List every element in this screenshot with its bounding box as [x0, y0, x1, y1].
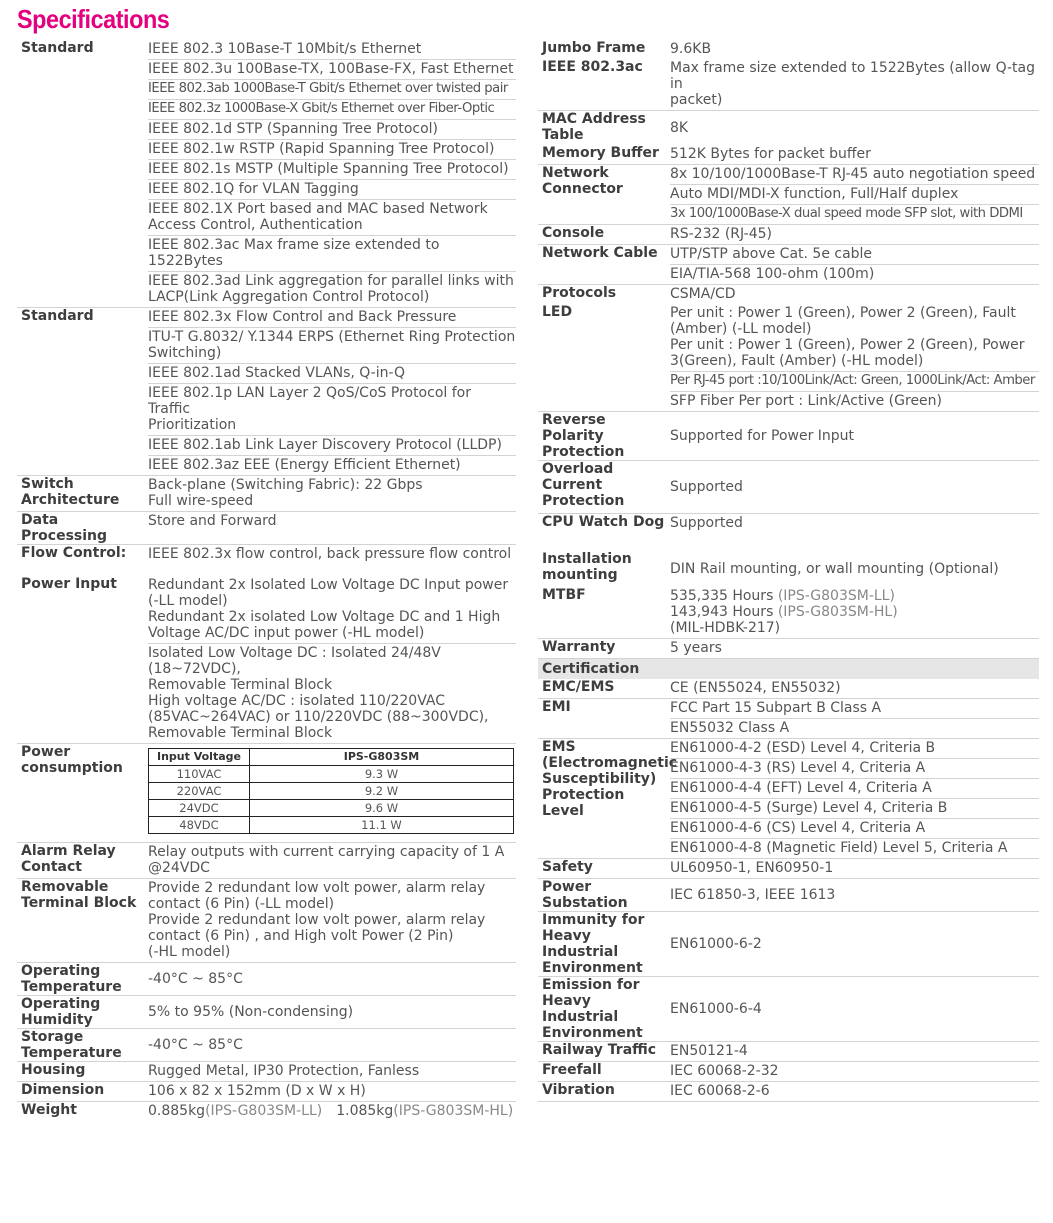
spec-row [538, 859, 1039, 879]
spec-label: Network Cable [542, 245, 658, 261]
spec-label: Alarm Relay Contact [21, 843, 116, 875]
spec-value: Redundant 2x Isolated Low Voltage DC Input power (-LL model) Redundant 2x isolated Low Voltage DC and 1 High Voltage AC/DC input power (-HL model) [148, 576, 516, 644]
spec-value: IEEE 802.3ad Link aggregation for parallel links with LACP(Link Aggregation Control Protocol) [148, 273, 514, 305]
section-header-certification: Certification [538, 659, 1039, 679]
spec-value: IEEE 802.3ab 1000Base-T Gbit/s Ethernet over twisted pair [148, 80, 516, 100]
spec-value: FCC Part 15 Subpart B Class A [670, 699, 1039, 719]
spec-label: LED [542, 304, 573, 320]
spec-value: ITU-T G.8032/ Y.1344 ERPS (Ethernet Ring Protection Switching) [148, 328, 516, 364]
spec-row [538, 111, 1039, 145]
spec-value [148, 1102, 516, 1121]
spec-label: Jumbo Frame [542, 40, 646, 56]
table-header-cell: Input Voltage [149, 749, 250, 766]
spec-value: Supported [670, 478, 743, 495]
spec-values [670, 639, 1039, 658]
spec-label: Installation mounting [542, 551, 632, 583]
spec-values [670, 412, 1039, 460]
spec-values [670, 587, 1039, 638]
spec-value: 8K [670, 119, 689, 136]
spec-values [148, 1062, 516, 1081]
spec-values [670, 1082, 1039, 1101]
spec-values [148, 879, 516, 962]
spec-label: Reverse Polarity Protection [542, 412, 625, 460]
spec-values [148, 963, 516, 995]
spec-label: EMI [542, 699, 571, 715]
spec-value: IEEE 802.3 10Base-T 10Mbit/s Ethernet [148, 40, 516, 60]
spec-row [538, 587, 1039, 639]
spec-row [538, 59, 1039, 111]
spec-values [148, 40, 516, 307]
spec-label: EMC/EMS [542, 679, 615, 695]
spec-row [538, 412, 1039, 461]
spec-values [670, 859, 1039, 878]
spec-value: CSMA/CD [670, 286, 736, 302]
spec-row [538, 40, 1039, 59]
spec-label: Power Substation [542, 879, 628, 911]
spec-value: IEC 60068-2-32 [670, 1063, 779, 1079]
spec-value: EN61000-4-2 (ESD) Level 4, Criteria B [670, 739, 1039, 759]
spec-value: Max frame size extended to 1522Bytes (allow Q-tag in packet) [670, 60, 1035, 108]
spec-value: IEEE 802.1p LAN Layer 2 QoS/CoS Protocol for Traffic Prioritization [148, 384, 516, 436]
spec-values [670, 879, 1039, 911]
spec-label: Storage Temperature [21, 1029, 122, 1061]
spec-value: IEEE 802.3x flow control, back pressure flow control [148, 546, 512, 562]
spec-label: Power consumption [21, 744, 123, 776]
spec-row [17, 996, 516, 1029]
spec-value: IEEE 802.1s MSTP (Multiple Spanning Tree Protocol) [148, 160, 516, 180]
spec-value: -40°C ~ 85°C [148, 970, 243, 987]
spec-label: Switch Architecture [21, 476, 120, 508]
spec-values [670, 1062, 1039, 1081]
spec-label: MAC Address Table [542, 111, 646, 143]
spec-value: Isolated Low Voltage DC : Isolated 24/48V (18~72VDC), Removable Terminal Block High voltage AC/DC : isolated 110/220VAC (85VAC~264VAC) or 110/220VDC (88~300VDC), Removable Terminal Block [148, 645, 489, 741]
spec-value: IEEE 802.3az EEE (Energy Efficient Ethernet) [148, 457, 461, 473]
model-name: (IPS-G803SM-LL) [205, 1103, 323, 1119]
spec-value: 9.6KB [670, 41, 712, 57]
spec-row [538, 514, 1039, 533]
table-cell: 9.2 W [250, 783, 514, 800]
spec-values [670, 1042, 1039, 1061]
spec-values [148, 744, 516, 842]
spec-label: Console [542, 225, 605, 241]
table-row [149, 783, 514, 800]
spec-label: Standard [21, 40, 94, 56]
table-cell: 24VDC [149, 800, 250, 817]
spec-values [670, 59, 1039, 110]
spec-value: UTP/STP above Cat. 5e cable [670, 245, 1039, 265]
spec-values [670, 912, 1039, 976]
spec-value: EN61000-6-2 [670, 935, 762, 952]
spec-label: Warranty [542, 639, 616, 655]
spec-label: Protocols [542, 285, 617, 301]
spec-value: IEC 60068-2-6 [670, 1083, 770, 1099]
spec-label: EMS (Electromagnetic Susceptibility) Protection Level [542, 739, 678, 819]
spec-values [148, 476, 516, 511]
spec-row [17, 1102, 516, 1121]
spec-label: Emission for Heavy Industrial Environment [542, 977, 643, 1041]
spec-value: IEEE 802.3x Flow Control and Back Pressure [148, 308, 516, 328]
power-consumption-table [148, 748, 514, 834]
mtbf-value: 143,943 Hours [670, 604, 778, 620]
spec-row [538, 879, 1039, 912]
spec-values [670, 245, 1039, 284]
spec-values [670, 551, 1039, 587]
table-row [149, 817, 514, 834]
spec-values [670, 304, 1039, 411]
spec-row [538, 739, 1039, 859]
spec-value: IEEE 802.3z 1000Base-X Gbit/s Ethernet over Fiber-Optic [148, 100, 516, 120]
spec-values [670, 977, 1039, 1041]
spec-value: IEEE 802.3u 100Base-TX, 100Base-FX, Fast Ethernet [148, 60, 516, 80]
spec-values [148, 308, 516, 475]
mtbf-value: 535,335 Hours [670, 588, 778, 604]
spec-row [538, 1042, 1039, 1062]
spec-value: 512K Bytes for packet buffer [670, 146, 871, 162]
spec-row [538, 699, 1039, 739]
spec-values [148, 1102, 516, 1121]
table-cell: 9.6 W [250, 800, 514, 817]
table-row [149, 800, 514, 817]
spec-value: EN61000-4-4 (EFT) Level 4, Criteria A [670, 779, 1039, 799]
spec-value: IEEE 802.1ab Link Layer Discovery Protocol (LLDP) [148, 436, 516, 456]
spec-values [670, 165, 1039, 224]
model-name: (IPS-G803SM-HL) [777, 604, 898, 620]
spec-value: Per unit : Power 1 (Green), Power 2 (Green), Fault (Amber) (-LL model) Per unit : Power 1 (Green), Power 2 (Green), Power 3(Green), Fault (Amber) (-HL model) [670, 304, 1039, 372]
page-title: Specifications [17, 4, 170, 34]
spec-values [670, 225, 1039, 244]
spec-row [538, 461, 1039, 514]
spec-values [148, 545, 516, 564]
spec-label: Data Processing [21, 512, 108, 544]
spec-label: Standard [21, 308, 94, 324]
spec-row [17, 512, 516, 545]
spec-value: EN61000-4-3 (RS) Level 4, Criteria A [670, 759, 1039, 779]
spec-value: EN61000-4-8 (Magnetic Field) Level 5, Criteria A [670, 840, 1008, 856]
spec-values [670, 514, 1039, 533]
spec-value: IEEE 802.1X Port based and MAC based Network Access Control, Authentication [148, 200, 516, 236]
right-spec-column [538, 40, 1039, 1102]
spec-value: EN61000-6-4 [670, 1000, 762, 1017]
spec-value: IEEE 802.1Q for VLAN Tagging [148, 180, 516, 200]
spec-values [670, 699, 1039, 738]
spec-values [148, 996, 516, 1028]
spec-label: Overload Current Protection [542, 461, 625, 509]
spec-label: Operating Temperature [21, 963, 122, 995]
table-cell: 48VDC [149, 817, 250, 834]
spec-row [538, 1082, 1039, 1102]
weight-value: 0.885kg [148, 1103, 206, 1119]
spec-label: CPU Watch Dog [542, 514, 665, 530]
spec-row [17, 879, 516, 963]
spec-value: 3x 100/1000Base-X dual speed mode SFP slot, with DDMI [670, 206, 1023, 221]
spec-values [148, 1082, 516, 1101]
spec-label: Immunity for Heavy Industrial Environment [542, 912, 645, 976]
spec-value: EN55032 Class A [670, 720, 790, 736]
spec-row [17, 572, 516, 744]
spec-value: 5 years [670, 640, 722, 656]
spec-value: Relay outputs with current carrying capacity of 1 A @24VDC [148, 844, 505, 876]
spec-row [538, 912, 1039, 977]
spec-values [148, 576, 516, 743]
spec-label: Flow Control: [21, 545, 127, 561]
mtbf-value: (MIL-HDBK-217) [670, 620, 781, 636]
spec-row [17, 1062, 516, 1082]
spec-label: Operating Humidity [21, 996, 101, 1028]
spec-value: IEEE 802.3ac Max frame size extended to 1522Bytes [148, 236, 516, 272]
model-name: (IPS-G803SM-HL) [393, 1103, 514, 1119]
spec-values [670, 285, 1039, 304]
spec-label: Safety [542, 859, 593, 875]
spec-value: UL60950-1, EN60950-1 [670, 860, 834, 876]
spec-row [538, 245, 1039, 285]
spec-label: Memory Buffer [542, 145, 659, 161]
spec-row [17, 1029, 516, 1062]
spec-value: 5% to 95% (Non-condensing) [148, 1003, 354, 1020]
spec-values [670, 739, 1039, 858]
table-cell: 11.1 W [250, 817, 514, 834]
spec-value: EIA/TIA-568 100-ohm (100m) [670, 266, 875, 282]
spec-row [538, 639, 1039, 659]
spec-row [17, 963, 516, 996]
spec-row [17, 843, 516, 879]
spec-value: IEEE 802.1d STP (Spanning Tree Protocol) [148, 120, 516, 140]
spec-value [670, 587, 1039, 638]
spec-values [148, 512, 516, 544]
spec-value: EN61000-4-5 (Surge) Level 4, Criteria B [670, 799, 1039, 819]
spec-label: Dimension [21, 1082, 105, 1098]
table-row [149, 766, 514, 783]
spec-label: MTBF [542, 587, 586, 603]
spec-row [17, 744, 516, 843]
spec-value: IEC 61850-3, IEEE 1613 [670, 886, 836, 903]
spec-value: -40°C ~ 85°C [148, 1036, 243, 1053]
table-header-cell: IPS-G803SM [250, 749, 514, 766]
spec-row [538, 304, 1039, 412]
spec-value: CE (EN55024, EN55032) [670, 680, 841, 696]
spec-row [538, 145, 1039, 165]
spec-value: DIN Rail mounting, or wall mounting (Optional) [670, 560, 999, 577]
spec-value: Provide 2 redundant low volt power, alarm relay contact (6 Pin) (-LL model) Provide 2 redundant low volt power, alarm relay contact (6 Pin) , and High volt Power (2 Pin) (-HL model) [148, 880, 486, 960]
spec-row [17, 40, 516, 308]
spec-row [538, 1062, 1039, 1082]
spec-label: Power Input [21, 576, 117, 592]
spec-value: IEEE 802.1w RSTP (Rapid Spanning Tree Protocol) [148, 140, 516, 160]
spec-value: EN50121-4 [670, 1043, 748, 1059]
spec-values [670, 679, 1039, 698]
spec-row [17, 545, 516, 564]
spec-row [17, 1082, 516, 1102]
table-cell: 9.3 W [250, 766, 514, 783]
spec-values [670, 111, 1039, 145]
weight-value: 1.085kg [336, 1103, 394, 1119]
table-cell: 220VAC [149, 783, 250, 800]
spec-row [538, 551, 1039, 587]
spec-label: Network Connector [542, 165, 623, 197]
spec-value: EN61000-4-6 (CS) Level 4, Criteria A [670, 819, 1039, 839]
spec-row [17, 476, 516, 512]
spec-value: RS-232 (RJ-45) [670, 226, 772, 242]
spec-value: Back-plane (Switching Fabric): 22 Gbps Full wire-speed [148, 477, 423, 509]
spec-row [17, 308, 516, 476]
spec-values [670, 40, 1039, 59]
spec-label: Weight [21, 1102, 77, 1118]
spec-value: 106 x 82 x 152mm (D x W x H) [148, 1083, 366, 1099]
model-name: (IPS-G803SM-LL) [777, 588, 895, 604]
spec-values [148, 843, 516, 878]
spec-value: Supported [670, 515, 743, 531]
left-spec-column [17, 40, 516, 1121]
spec-label: IEEE 802.3ac [542, 59, 643, 75]
spec-value: Supported for Power Input [670, 427, 855, 444]
spec-row [538, 165, 1039, 225]
spec-label: Removable Terminal Block [21, 879, 137, 911]
spec-label: Freefall [542, 1062, 602, 1078]
spec-value: 8x 10/100/1000Base-T RJ-45 auto negotiation speed [670, 165, 1039, 185]
spec-value: IEEE 802.1ad Stacked VLANs, Q-in-Q [148, 364, 516, 384]
spec-value: SFP Fiber Per port : Link/Active (Green) [670, 393, 943, 409]
spec-label: Railway Traffic [542, 1042, 657, 1058]
spec-row [538, 977, 1039, 1042]
spec-label: Vibration [542, 1082, 615, 1098]
spec-values [670, 145, 1039, 164]
spec-value: Rugged Metal, IP30 Protection, Fanless [148, 1063, 420, 1079]
spec-values [670, 461, 1039, 513]
spec-row [538, 679, 1039, 699]
spec-value: Auto MDI/MDI-X function, Full/Half duplex [670, 185, 1039, 205]
table-cell: 110VAC [149, 766, 250, 783]
spec-row [538, 285, 1039, 304]
spec-label: Housing [21, 1062, 86, 1078]
spec-row [538, 225, 1039, 245]
spec-value: Store and Forward [148, 513, 277, 529]
spec-values [148, 1029, 516, 1061]
spec-value: Per RJ-45 port :10/100Link/Act: Green, 1000Link/Act: Amber [670, 372, 1039, 392]
